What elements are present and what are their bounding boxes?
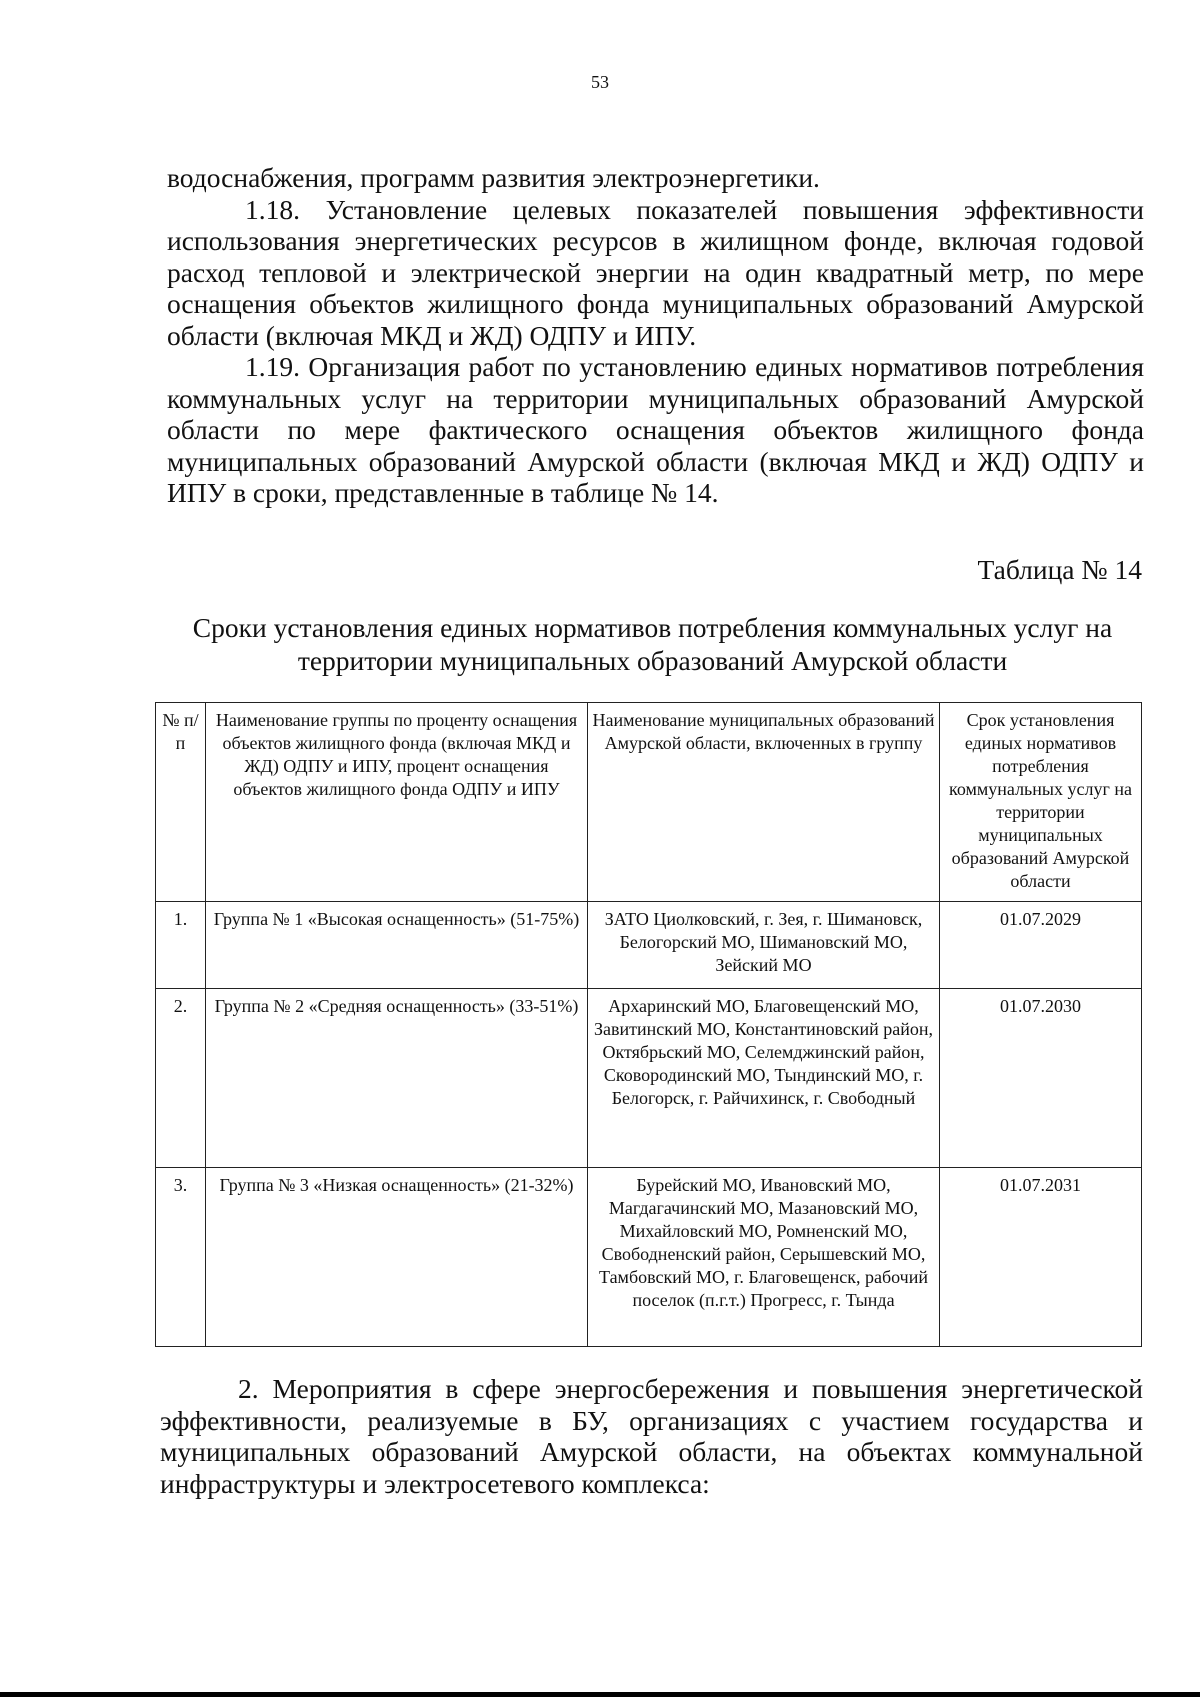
table-row	[156, 1168, 1142, 1347]
section-2-paragraph: 2. Мероприятия в сфере энергосбережения и повышения энергетической эффективности, реализуемые в БУ, организациях с участием государства и муниципальных образований Амурской области, на объектах коммунальной инфраструктуры и электросетевого комплекса:	[160, 1373, 1143, 1499]
header-number: № п/п	[156, 703, 206, 902]
header-municipalities: Наименование муниципальных образований Амурской области, включенных в группу	[588, 703, 940, 902]
row-municipalities: Архаринский МО, Благовещенский МО, Завитинский МО, Константиновский район, Октябрьский МО, Селемджинский район, Сковородинский МО, Тындинский МО, г. Белогорск, г. Райчихинск, г. Свободный	[588, 989, 940, 1168]
scan-bottom-edge	[0, 1692, 1200, 1697]
header-deadline: Срок установления единых нормативов потребления коммунальных услуг на территории муниципальных образований Амурской области	[940, 703, 1142, 902]
table-row	[156, 902, 1142, 989]
row-date: 01.07.2030	[940, 989, 1142, 1168]
page-number: 53	[591, 72, 609, 92]
table-label: Таблица № 14	[977, 554, 1142, 585]
row-number: 1.	[156, 902, 206, 989]
row-group: Группа № 2 «Средняя оснащенность» (33-51%)	[206, 989, 588, 1168]
table-title: Сроки установления единых нормативов потребления коммунальных услуг на территории муниципальных образований Амурской области	[192, 612, 1113, 676]
row-municipalities: Бурейский МО, Ивановский МО, Магдагачинский МО, Мазановский МО, Михайловский МО, Ромненский МО, Свободненский район, Серышевский МО, Тамбовский МО, г. Благовещенск, рабочий поселок (п.г.т.) Прогресс, г. Тында	[588, 1168, 940, 1347]
row-number: 2.	[156, 989, 206, 1168]
row-date: 01.07.2031	[940, 1168, 1142, 1347]
row-number: 3.	[156, 1168, 206, 1347]
norms-table	[155, 702, 1142, 1347]
row-municipalities: ЗАТО Циолковский, г. Зея, г. Шимановск, Белогорский МО, Шимановский МО, Зейский МО	[588, 902, 940, 989]
paragraph-1-18: 1.18. Установление целевых показателей повышения эффективности использования энергетических ресурсов в жилищном фонде, включая годовой расход тепловой и электрической энергии на один квадратный метр, по мере оснащения объектов жилищного фонда муниципальных образований Амурской области (включая МКД и ЖД) ОДПУ и ИПУ.	[167, 193, 1144, 351]
section-2	[160, 1373, 1143, 1499]
row-group: Группа № 3 «Низкая оснащенность» (21-32%)	[206, 1168, 588, 1347]
table-row	[156, 989, 1142, 1168]
row-date: 01.07.2029	[940, 902, 1142, 989]
body-paragraphs	[167, 162, 1144, 509]
paragraph-1-19: 1.19. Организация работ по установлению единых нормативов потребления коммунальных услуг на территории муниципальных образований Амурской области по мере фактического оснащения объектов жилищного фонда муниципальных образований Амурской области (включая МКД и ЖД) ОДПУ и ИПУ в сроки, представленные в таблице № 14.	[167, 351, 1144, 508]
paragraph-continuation: водоснабжения, программ развития электроэнергетики.	[167, 162, 820, 193]
table-header-row	[156, 703, 1142, 902]
header-group: Наименование группы по проценту оснащения объектов жилищного фонда (включая МКД и ЖД) ОДПУ и ИПУ, процент оснащения объектов жилищного фонда ОДПУ и ИПУ	[206, 703, 588, 902]
row-group: Группа № 1 «Высокая оснащенность» (51-75%)	[206, 902, 588, 989]
